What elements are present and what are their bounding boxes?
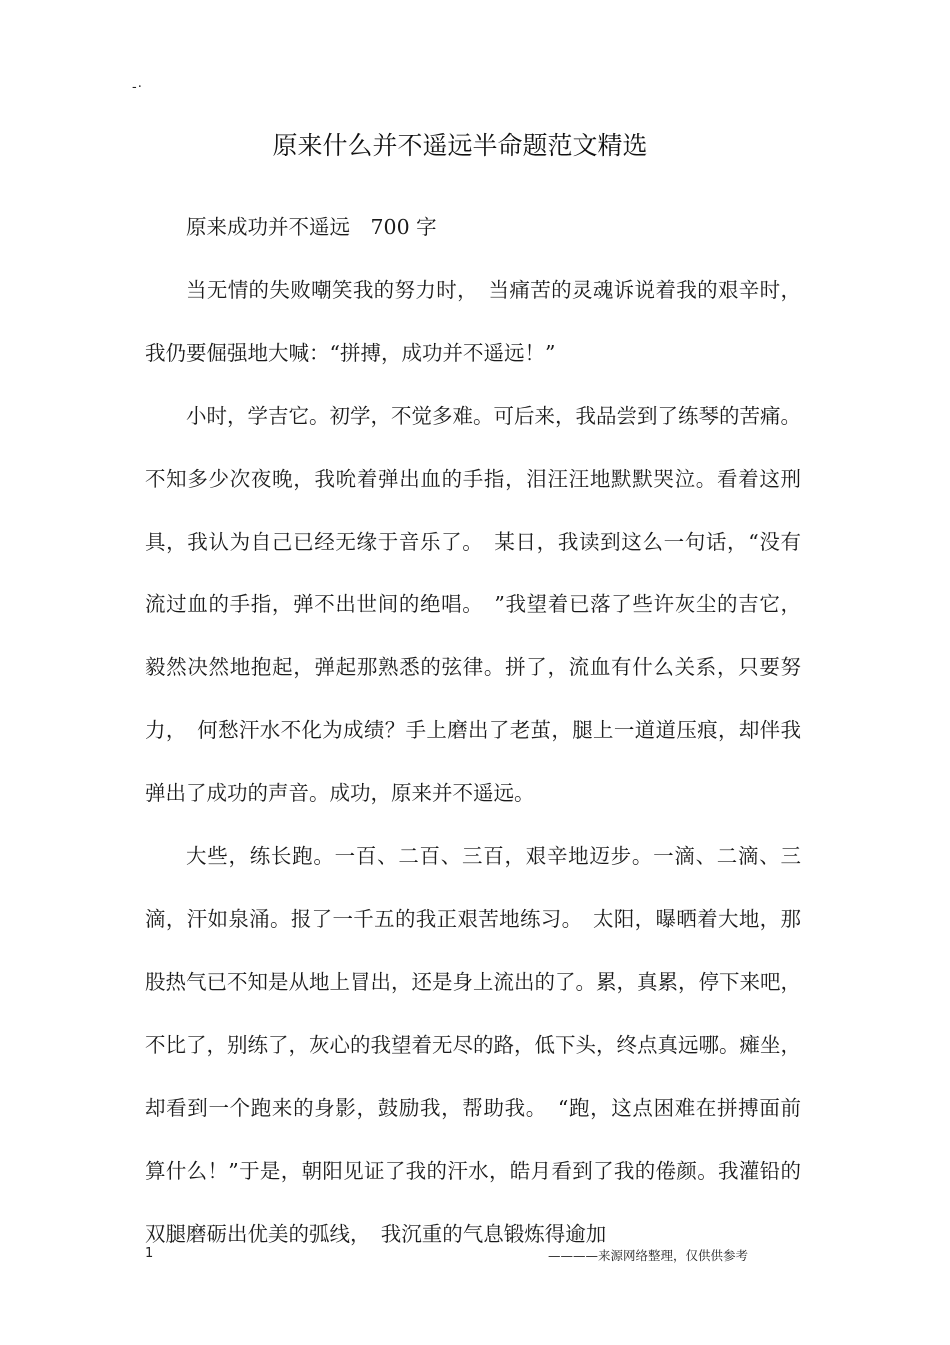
paragraph-3: 大些，练长跑。一百、二百、三百，艰辛地迈步。一滴、二滴、三滴，汗如泉涌。报了一千五的我正艰苦地练习。 太阳，曝晒着大地，那股热气已不知是从地上冒出，还是身上流出的了。累，真累，停下来吧，不比了，别练了，灰心的我望着无尽的路，低下头，终点真远哪。瘫坐，却看到一个跑来的身影，鼓励我，帮助我。 “跑，这点困难在拼搏面前算什么！”于是，朝阳见证了我的汗水，皓月看到了我的倦颜。我灌铅的双腿磨砺出优美的弧线， 我沉重的气息锻炼得逾加 <box>145 844 801 1246</box>
subtitle-line: 原来成功并不遥远 700 字 <box>186 215 437 239</box>
corner-mark: -· <box>132 80 143 95</box>
page-number: 1 <box>145 1246 154 1261</box>
document-title: 原来什么并不遥远半命题范文精选 <box>272 131 648 160</box>
paragraph-1: 当无情的失败嘲笑我的努力时， 当痛苦的灵魂诉说着我的艰辛时，我仍要倔强地大喊：“拼搏，成功并不遥远！” <box>145 277 801 365</box>
paragraph-2: 小时，学吉它。初学，不觉多难。可后来，我品尝到了练琴的苦痛。不知多少次夜晚，我吮着弹出血的手指，泪汪汪地默默哭泣。看着这刑具，我认为自己已经无缘于音乐了。 某日，我读到这么一句话，“没有流过血的手指，弹不出世间的绝唱。 ”我望着已落了些许灰尘的吉它，毅然决然地抱起，弹起那熟悉的弦律。拼了，流血有什么关系，只要努力， 何愁汗水不化为成绩？手上磨出了老茧，腿上一道道压痕，却伴我弹出了成功的声音。成功，原来并不遥远。 <box>145 403 801 806</box>
footer-note: ————来源网络整理，仅供供参考 <box>548 1248 749 1263</box>
document-body <box>145 196 801 1265</box>
